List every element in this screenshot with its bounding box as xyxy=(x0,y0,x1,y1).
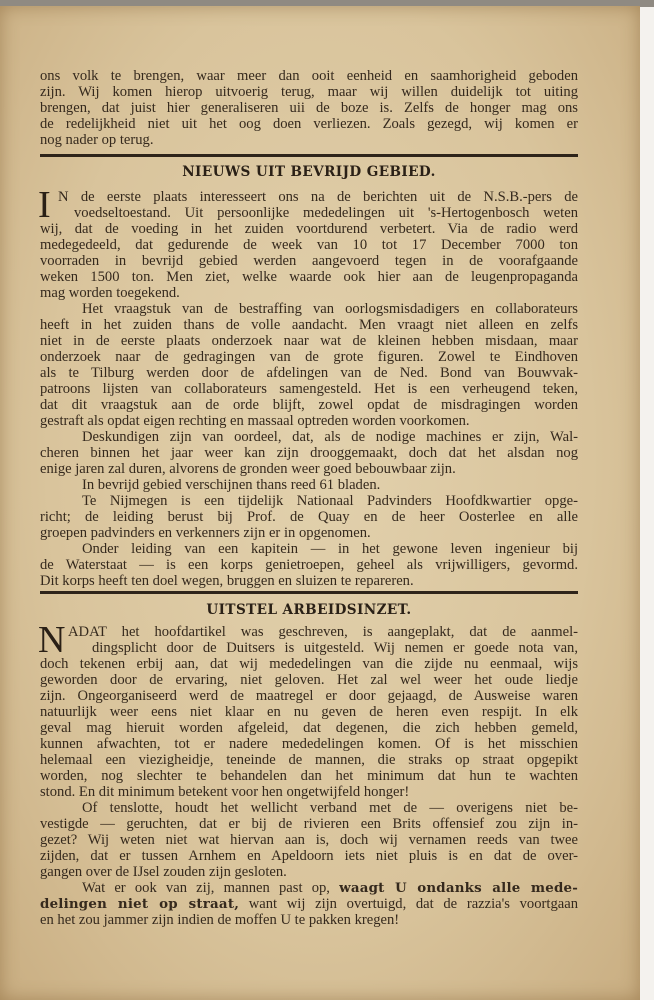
text-line: wij, dat de voeding in het zuiden voortdurend verbetert. Via de radio werd xyxy=(40,221,578,237)
text-line: cheren binnen het jaar weer kan zijn drooggemaakt, doch dat het alsdan nog xyxy=(40,445,578,461)
text-line: voorraden in bevrijd gebied werden aangevoerd tegen in de voorafgaande xyxy=(40,253,578,269)
text-line: doch tekenen erbij aan, dat wij mededelingen van die zijde nu eenmaal, wijs xyxy=(40,656,578,672)
text-line xyxy=(40,880,578,896)
text-line: gangen over de IJsel zouden zijn gesloten. xyxy=(40,864,287,880)
text-line: dat dit vraagstuk aan de orde blijft, zowel opdat de misdragingen worden xyxy=(40,397,578,413)
text-line: Dit korps heeft ten doel wegen, bruggen en sluizen te repareren. xyxy=(40,573,414,589)
text-line: zijn. Wij komen hierop uitvoerig terug, maar wij willen duidelijk tot uiting xyxy=(40,84,578,100)
section-heading-uitstel: UITSTEL ARBEIDSINZET. xyxy=(206,602,412,618)
text-line: gezet? Wij weten niet wat hiervan aan is, doch wij vernamen reeds van twee xyxy=(40,832,578,848)
text-line: Het vraagstuk van de bestraffing van oorlogsmisdadigers en collaborateurs xyxy=(82,301,578,317)
text-line: medegedeeld, dat gedurende de week van 10 tot 17 December 7000 ton xyxy=(40,237,578,253)
text-line: onderzoek naar de gedragingen van de grote figuren. Zowel te Eindhoven xyxy=(40,349,578,365)
newspaper-page xyxy=(0,6,640,1000)
text-line xyxy=(40,896,578,912)
text-line: Of tenslotte, houdt het wellicht verband met de — overigens niet be- xyxy=(82,800,578,816)
text-line: niet in de eerste plaats onderzoek naar wat de kleinen hebben misdaan, maar xyxy=(40,333,578,349)
text-line: richt; de leiding berust bij Prof. de Quay en de heer Oosterlee en alle xyxy=(40,509,578,525)
text-line: geworden door de ervaring, niet geloven. Het zal wel weer het oude liedje xyxy=(40,672,578,688)
section-divider xyxy=(40,591,578,594)
article-uitstel-arbeidsinzet xyxy=(38,619,578,928)
text-line: enige jaren zal duren, alvorens de gronden weer goed bebouwbaar zijn. xyxy=(40,461,456,477)
section-divider xyxy=(40,154,578,157)
text-line: voedseltoestand. Uit persoonlijke mededelingen uit 's-Hertogenbosch weten xyxy=(74,205,578,221)
drop-cap: I xyxy=(38,184,51,226)
text-line: en het zou jammer zijn indien de moffen U te pakken kregen! xyxy=(40,912,400,928)
text-line: de redelijkheid niet uit het oog doen verliezen. Zoals gezegd, wij komen er xyxy=(40,116,578,132)
text-segment: Wat er ook van zij, mannen past op, xyxy=(82,880,340,896)
bold-emphasis: waagt U ondanks alle mede- xyxy=(339,880,578,896)
bold-emphasis: delingen niet op straat, xyxy=(40,896,240,912)
intro-continuation xyxy=(40,68,578,148)
text-line: ADAT het hoofdartikel was geschreven, is aangeplakt, dat de aanmel- xyxy=(68,624,578,640)
text-line: weken 1500 ton. Men ziet, welke waarde ook hier aan de leugenpropaganda xyxy=(40,269,578,285)
text-line: N de eerste plaats interesseert ons na de berichten uit de N.S.B.-pers de xyxy=(58,189,578,205)
text-line: Onder leiding van een kapitein — in het gewone leven ingenieur bij xyxy=(82,541,578,557)
text-line: zijn. Ongeorganiseerd werd de maatregel er door gejaagd, de Ausweise waren xyxy=(40,688,578,704)
text-line: dingsplicht door de Duitsers is uitgesteld. Wij nemen er goede nota van, xyxy=(92,640,578,656)
text-segment: want wij zijn overtuigd, dat de razzia's voortgaan xyxy=(239,896,578,912)
text-line: heeft in het zuiden thans de volle aandacht. Men vraagt niet alleen en zelfs xyxy=(40,317,578,333)
text-line: geval mag hieruit worden afgeleid, dat degenen, die zich hebben gemeld, xyxy=(40,720,578,736)
text-line: groepen padvinders en verkenners zijn er in opgenomen. xyxy=(40,525,371,541)
text-line: als te Tilburg werden door de afdelingen van de Ned. Bond van Bouwvak- xyxy=(40,365,578,381)
text-line: nog nader op terug. xyxy=(40,132,154,148)
text-line: patroons lijsten van collaborateurs samengesteld. Het is een verheugend teken, xyxy=(40,381,578,397)
article-nieuws-uit-bevrijd-gebied xyxy=(38,184,578,589)
text-line: kunnen afwachten, tot er nadere mededelingen komen. Of is het misschien xyxy=(40,736,578,752)
text-line: gestraft als opdat eigen rechting en massaal optreden worden voorkomen. xyxy=(40,413,470,429)
text-line: natuurlijk weer eens niet klaar en nu geven de heren even respijt. In elk xyxy=(40,704,578,720)
text-line: ons volk te brengen, waar meer dan ooit eenheid en saamhorigheid geboden xyxy=(40,68,578,84)
section-heading-nieuws: NIEUWS UIT BEVRIJD GEBIED. xyxy=(182,164,436,180)
text-line: de Waterstaat — is een korps genietroepen, geheel als vrijwilligers, gevormd. xyxy=(40,557,578,573)
text-line: worden, nog slechter te behandelen dan het minimum dat hun te wachten xyxy=(40,768,578,784)
text-line: Te Nijmegen is een tijdelijk Nationaal Padvinders Hoofdkwartier opge- xyxy=(82,493,578,509)
text-line: helemaal een viezigheidje, teneinde de mannen, die straks op straat opgepikt xyxy=(40,752,578,768)
text-line: brengen, dat juist hier generaliseren uii de boze is. Zelfs de honger mag ons xyxy=(40,100,578,116)
text-line: zijden, dat er tussen Arnhem en Apeldoorn iets niet pluis is en dat de over- xyxy=(40,848,578,864)
text-line: In bevrijd gebied verschijnen thans reed 61 bladen. xyxy=(82,477,381,493)
text-line: mag worden toegekend. xyxy=(40,285,180,301)
drop-cap: N xyxy=(38,619,66,661)
text-line: Deskundigen zijn van oordeel, dat, als de nodige machines er zijn, Wal- xyxy=(82,429,578,445)
text-line: vestigde — geruchten, dat er bij de rivieren een Brits offensief zou zijn in- xyxy=(40,816,578,832)
text-line: stond. En dit minimum betekent voor hen ongetwijfeld honger! xyxy=(40,784,410,800)
